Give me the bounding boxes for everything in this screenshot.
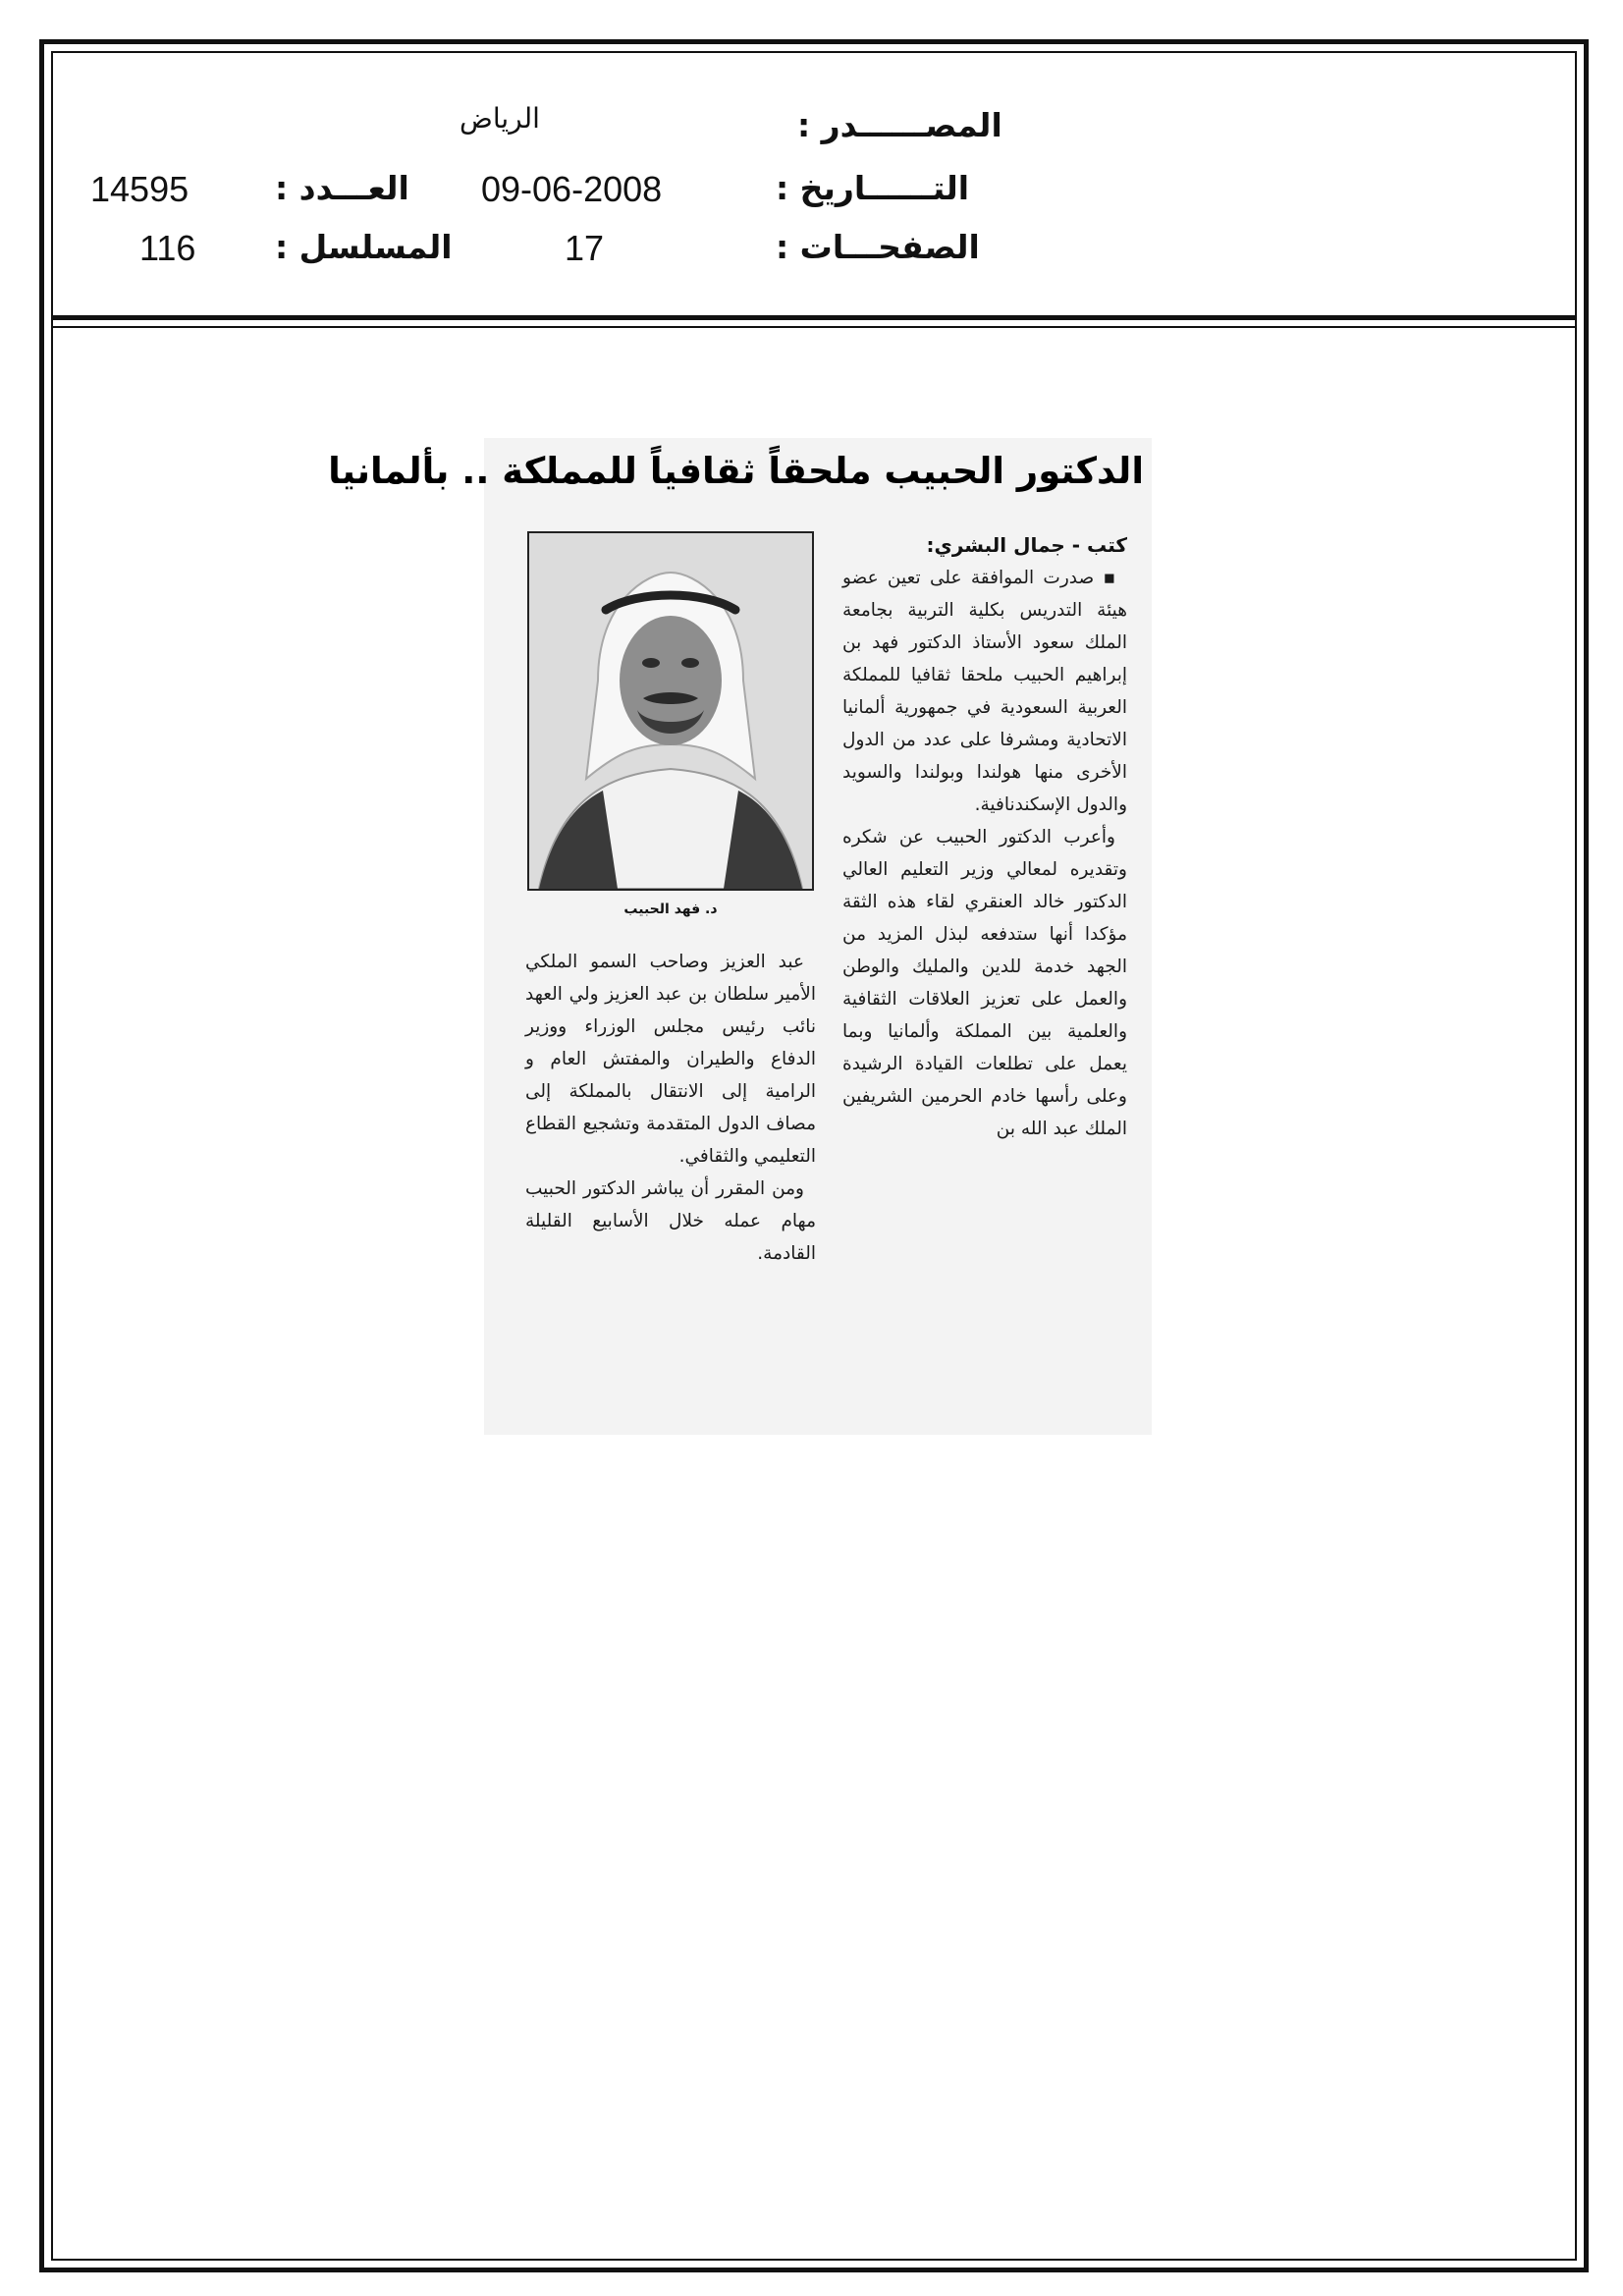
source-value: الرياض bbox=[460, 102, 540, 135]
portrait-image bbox=[529, 533, 812, 889]
article-column-right bbox=[842, 562, 1127, 1145]
date-label: التــــــاريخ : bbox=[776, 169, 970, 207]
portrait-photo bbox=[527, 531, 814, 891]
photo-caption: د. فهد الحبيب bbox=[623, 902, 718, 917]
article-paragraph: ومن المقرر أن يباشر الدكتور الحبيب مهام عمله خلال الأسابيع القليلة القادمة. bbox=[525, 1178, 816, 1264]
article-column-left bbox=[525, 946, 816, 1270]
issue-label: العـــدد : bbox=[275, 169, 409, 207]
article-paragraph: عبد العزيز وصاحب السمو الملكي الأمير سلطان بن عبد العزيز ولي العهد نائب رئيس مجلس الوزراء ووزير الدفاع والطيران والمفتش العام و الرامية إلى الانتقال بالمملكة إلى مصاف الدول المتقدمة وتشجيع القطاع التعليمي والثقافي. bbox=[525, 952, 816, 1167]
article-byline: كتب - جمال البشري: bbox=[926, 533, 1127, 557]
pages-value: 17 bbox=[565, 228, 605, 268]
header-divider-thin bbox=[51, 326, 1577, 328]
header-divider-thick bbox=[51, 315, 1577, 320]
article-paragraph: ▪ صدرت الموافقة على تعين عضو هيئة التدريس بكلية التربية بجامعة الملك سعود الأستاذ الدكتور فهد بن إبراهيم الحبيب ملحقا ثقافيا للمملكة العربية السعودية في جمهورية ألمانيا الاتحادية ومشرفا على عدد من الدول الأخرى منها هولندا وبولندا والسويد والدول الإسكندنافية. bbox=[842, 568, 1127, 815]
pages-label: الصفحـــات : bbox=[776, 228, 980, 266]
article-headline: الدكتور الحبيب ملحقاً ثقافياً للمملكة .. بألمانيا bbox=[328, 450, 1144, 492]
article-paragraph: وأعرب الدكتور الحبيب عن شكره وتقديره لمعالي وزير التعليم العالي الدكتور خالد العنقري لقاء هذه الثقة مؤكدا أنها ستدفعه لبذل المزيد من الجهد خدمة للدين والمليك والوطن والعمل على تعزيز العلاقات الثقافية والعلمية بين المملكة وألمانيا وبما يعمل على تطلعات القيادة الرشيدة وعلى رأسها خادم الحرمين الشريفين الملك عبد الله بن bbox=[842, 827, 1127, 1139]
issue-value: 14595 bbox=[90, 169, 189, 209]
date-value: 09-06-2008 bbox=[481, 169, 663, 209]
source-label: المصــــــدر : bbox=[797, 106, 1002, 144]
serial-label: المسلسل : bbox=[275, 228, 453, 266]
serial-value: 116 bbox=[139, 228, 196, 268]
